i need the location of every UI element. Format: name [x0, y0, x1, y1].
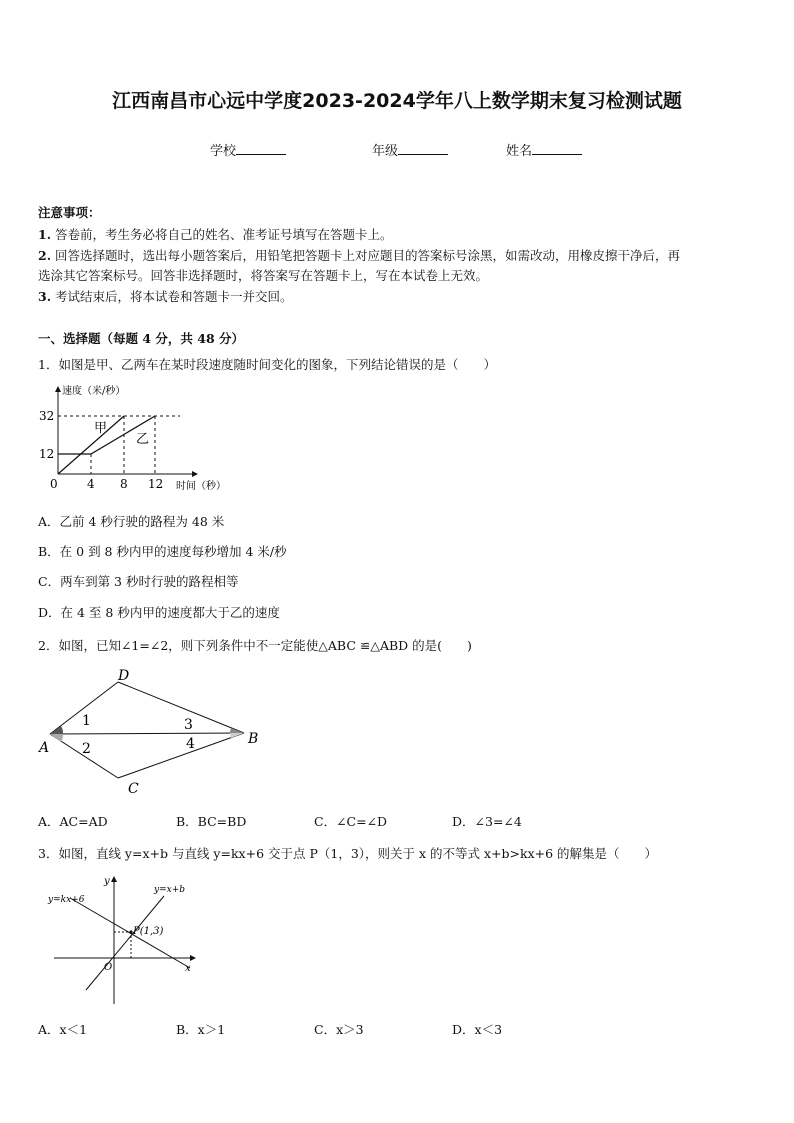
line-jia [58, 416, 124, 474]
question-3-stem: 3．如图，直线 y=x+b 与直线 y=kx+6 交于点 P（1，3），则关于 x 的不等式 x+b>kx+6 的解集是（ ） [38, 846, 658, 861]
school-field [210, 140, 286, 159]
q1-option-c[interactable]: C．两车到第 3 秒时行驶的路程相等 [38, 574, 239, 589]
line-kx-label: y=kx+6 [48, 895, 85, 905]
angle-3-label: 3 [184, 717, 193, 733]
q1-option-d[interactable]: D．在 4 至 8 秒内甲的速度都大于乙的速度 [38, 605, 280, 620]
name-label: 姓名 [506, 144, 533, 159]
question-2-stem: 2．如图，已知∠1=∠2，则下列条件中不一定能使△ABC ≌△ABD 的是( ) [38, 638, 472, 653]
q3-option-d[interactable]: D．x＜3 [452, 1022, 503, 1037]
q3-lines-figure [44, 870, 204, 1010]
q1-option-a[interactable]: A．乙前 4 秒行驶的路程为 48 米 [38, 514, 225, 529]
x-tick-8: 8 [120, 477, 128, 491]
x-tick-12: 12 [148, 477, 164, 491]
label-yi: 乙 [136, 432, 150, 447]
q1-speed-time-graph [34, 382, 244, 497]
question-1-stem: 1．如图是甲、乙两车在某时段速度随时间变化的图象，下列结论错误的是（ ） [38, 357, 496, 372]
x-axis-label: 时间（秒） [176, 481, 226, 492]
notice-heading: 注意事项： [38, 205, 101, 220]
y-axis-label: 速度（米/秒） [62, 386, 126, 397]
origin-label: O [104, 962, 113, 973]
grade-label: 年级 [372, 144, 399, 159]
y-tick-12: 12 [39, 447, 55, 461]
x-axis-letter: x [185, 963, 191, 974]
y-axis-letter: y [104, 876, 110, 887]
q3-option-a[interactable]: A．x＜1 [38, 1022, 88, 1037]
q3-option-b[interactable]: B．x＞1 [176, 1022, 226, 1037]
angle-2-mark [50, 734, 63, 742]
school-label: 学校 [210, 144, 237, 159]
q2-option-d[interactable]: D．∠3=∠4 [452, 814, 522, 829]
point-b-label: B [248, 731, 259, 747]
line-x-plus-b [86, 896, 164, 990]
angle-3-mark [230, 728, 244, 733]
point-d-label: D [118, 668, 130, 684]
q2-triangle-figure [34, 664, 274, 799]
q2-option-a[interactable]: A．AC=AD [38, 814, 108, 829]
line-xb-label: y=x+b [154, 885, 186, 895]
angle-1-label: 1 [82, 713, 91, 729]
q2-option-c[interactable]: C．∠C=∠D [314, 814, 388, 829]
name-blank[interactable] [532, 142, 582, 155]
page-title: 江西南昌市心远中学度2023-2024学年八上数学期末复习检测试题 [112, 90, 682, 112]
angle-2-label: 2 [82, 741, 91, 757]
angle-1-mark [50, 726, 63, 734]
notice-item-2: 2. 回答选择题时，选出每小题答案后，用铅笔把答题卡上对应题目的答案标号涂黑，如需改动，用橡皮擦干净后，再 [38, 248, 681, 263]
angle-4-mark [230, 733, 244, 738]
point-a-label: A [39, 740, 50, 756]
x-tick-4: 4 [87, 477, 95, 491]
q2-option-b[interactable]: B．BC=BD [176, 814, 247, 829]
school-blank[interactable] [236, 142, 286, 155]
name-field [506, 140, 582, 159]
grade-blank[interactable] [398, 142, 448, 155]
point-p-label: P(1,3) [133, 926, 164, 937]
grade-field [372, 140, 448, 159]
notice-item-2-cont: 选涂其它答案标号。回答非选择题时，将答案写在答题卡上，写在本试卷上无效。 [38, 268, 489, 283]
notice-item-3: 3. 考试结束后，将本试卷和答题卡一并交回。 [38, 289, 293, 304]
x-tick-0: 0 [50, 477, 58, 491]
q3-option-c[interactable]: C．x＞3 [314, 1022, 364, 1037]
angle-4-label: 4 [186, 736, 195, 752]
point-c-label: C [128, 781, 139, 797]
y-tick-32: 32 [39, 409, 55, 423]
q1-option-b[interactable]: B．在 0 到 8 秒内甲的速度每秒增加 4 米/秒 [38, 544, 287, 559]
notice-item-1: 1. 答卷前，考生务必将自己的姓名、准考证号填写在答题卡上。 [38, 227, 393, 242]
section-heading: 一、选择题（每题 4 分，共 48 分） [38, 331, 245, 346]
label-jia: 甲 [94, 421, 108, 436]
